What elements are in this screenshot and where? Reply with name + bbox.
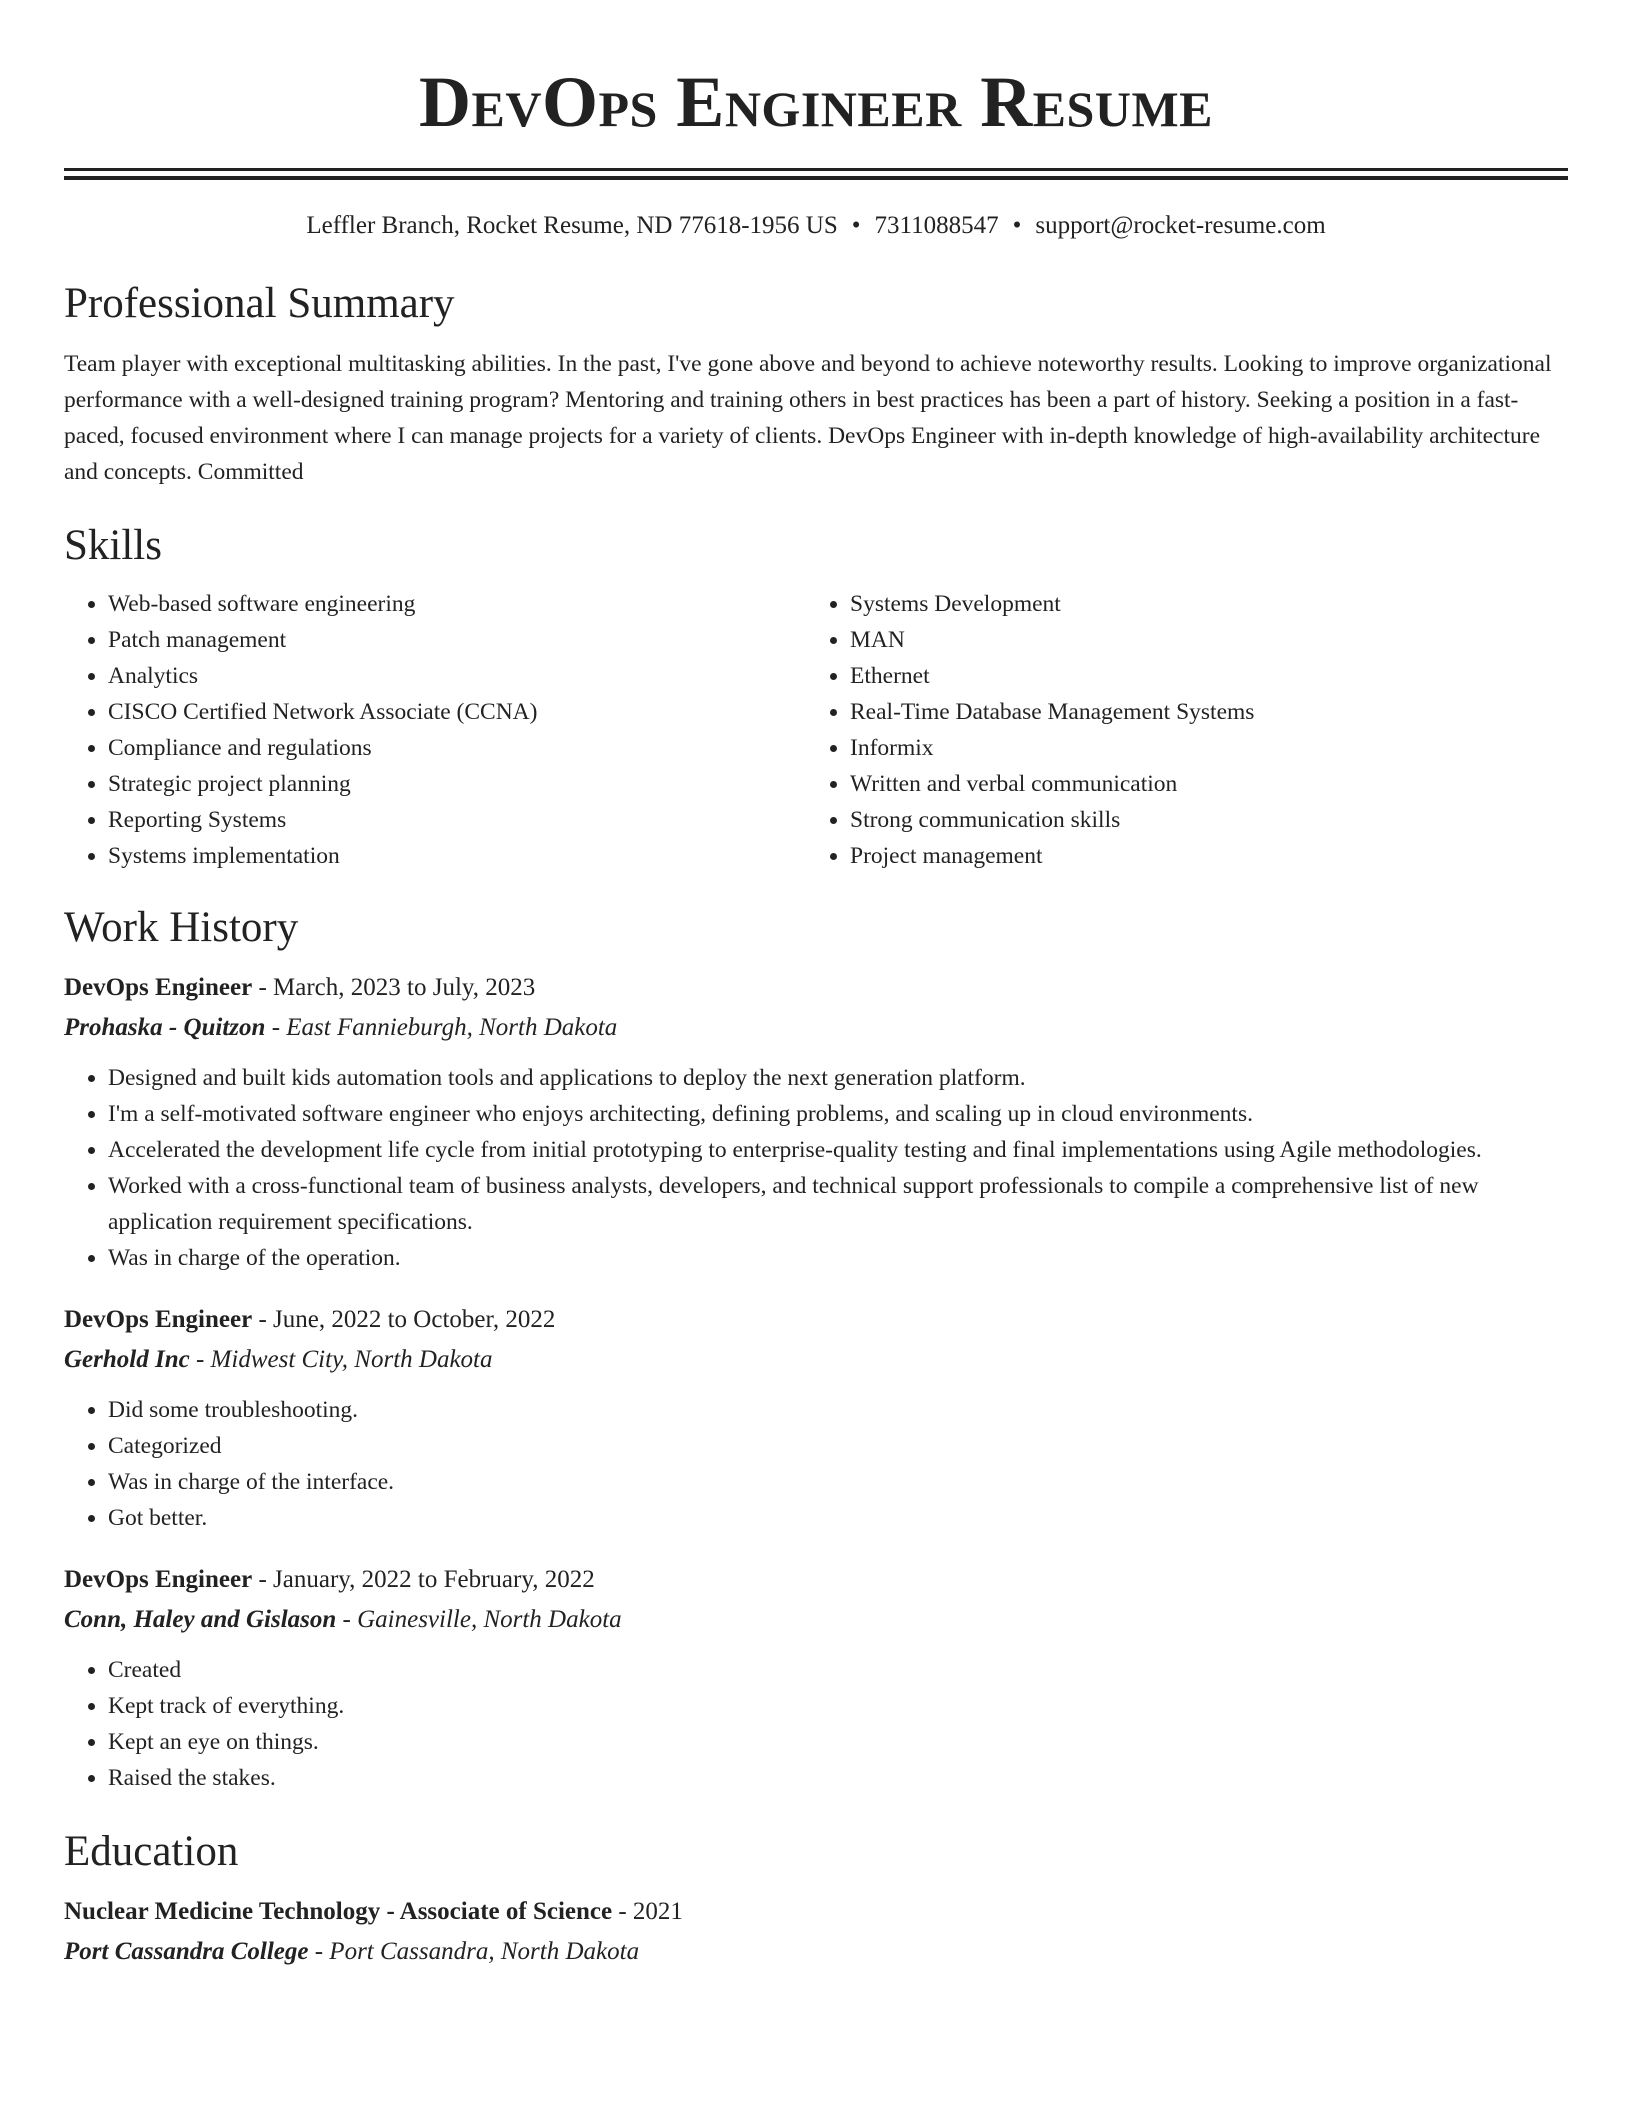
- employer-location: - East Fannieburgh, North Dakota: [265, 1014, 618, 1041]
- job-title: DevOps Engineer: [64, 1566, 253, 1593]
- job-title: DevOps Engineer: [64, 1306, 253, 1333]
- contact-address: Leffler Branch, Rocket Resume, ND 77618-1956 US: [306, 212, 838, 239]
- contact-phone: 7311088547: [874, 212, 999, 239]
- work-history-heading: Work History: [64, 904, 299, 951]
- job-bullets: [64, 1060, 1568, 1276]
- skill-item: • Systems implementation: [108, 838, 806, 874]
- skill-item: • Analytics: [108, 658, 806, 694]
- job-bullet: • Categorized: [108, 1428, 1568, 1464]
- skill-item: • Strategic project planning: [108, 766, 806, 802]
- job-entry: [64, 1300, 1568, 1536]
- skill-item: • Compliance and regulations: [108, 730, 806, 766]
- employer-line: [64, 1340, 1568, 1380]
- skill-item: • Systems Development: [850, 586, 1548, 622]
- employer-line: [64, 1600, 1568, 1640]
- employer-location: - Midwest City, North Dakota: [189, 1346, 493, 1373]
- contact-separator: •: [851, 212, 861, 239]
- job-title: DevOps Engineer: [64, 974, 253, 1001]
- job-title-line: [64, 1300, 1568, 1340]
- skill-item: • MAN: [850, 622, 1548, 658]
- skill-item: • Strong communication skills: [850, 802, 1548, 838]
- skill-item: • CISCO Certified Network Associate (CCNA): [108, 694, 806, 730]
- degree-year: - 2021: [612, 1898, 683, 1925]
- job-bullet: • Designed and built kids automation tools and applications to deploy the next generation platform.: [108, 1060, 1568, 1096]
- job-dates: - March, 2023 to July, 2023: [252, 974, 536, 1001]
- employer-name: Prohaska - Quitzon: [64, 1014, 266, 1041]
- skills-heading: Skills: [64, 522, 162, 569]
- job-dates: - January, 2022 to February, 2022: [252, 1566, 595, 1593]
- work-history-section: [64, 902, 1568, 1796]
- summary-heading: Professional Summary: [64, 280, 455, 327]
- job-bullet: • Kept an eye on things.: [108, 1724, 1568, 1760]
- job-bullet: • Was in charge of the operation.: [108, 1240, 1568, 1276]
- skill-item: • Reporting Systems: [108, 802, 806, 838]
- job-bullet: • Was in charge of the interface.: [108, 1464, 1568, 1500]
- job-bullet: • I'm a self-motivated software engineer who enjoys architecting, defining problems, and scaling up in cloud environments.: [108, 1096, 1568, 1132]
- job-dates: - June, 2022 to October, 2022: [252, 1306, 556, 1333]
- contact-separator: •: [1012, 212, 1022, 239]
- employer-line: [64, 1008, 1568, 1048]
- education-heading: Education: [64, 1828, 239, 1875]
- skills-columns: [64, 586, 1568, 874]
- degree-line: [64, 1892, 1568, 1932]
- job-bullet: • Worked with a cross-functional team of business analysts, developers, and technical support professionals to compile a comprehensive list of new application requirement specifications.: [108, 1168, 1568, 1240]
- skill-item: • Ethernet: [850, 658, 1548, 694]
- skill-item: • Written and verbal communication: [850, 766, 1548, 802]
- skills-list-left: [64, 586, 806, 874]
- job-title-line: [64, 1560, 1568, 1600]
- skill-item: • Web-based software engineering: [108, 586, 806, 622]
- skills-list-right: [806, 586, 1548, 874]
- title-divider: [64, 168, 1568, 180]
- skills-section: [64, 520, 1568, 874]
- summary-section: [64, 278, 1568, 490]
- skill-item: • Informix: [850, 730, 1548, 766]
- school-location: - Port Cassandra, North Dakota: [308, 1938, 640, 1965]
- job-entry: [64, 1560, 1568, 1796]
- contact-line: [64, 210, 1568, 242]
- job-bullet: • Raised the stakes.: [108, 1760, 1568, 1796]
- education-section: [64, 1826, 1568, 1972]
- resume-page: [64, 0, 1568, 1972]
- job-bullets: [64, 1392, 1568, 1536]
- job-bullet: • Kept track of everything.: [108, 1688, 1568, 1724]
- skill-item: • Project management: [850, 838, 1548, 874]
- employer-name: Gerhold Inc: [64, 1346, 190, 1373]
- school-name: Port Cassandra College: [64, 1938, 309, 1965]
- contact-email: support@rocket-resume.com: [1035, 212, 1326, 239]
- employer-name: Conn, Haley and Gislason: [64, 1606, 337, 1633]
- job-entry: [64, 968, 1568, 1276]
- job-bullets: [64, 1652, 1568, 1796]
- education-entry: [64, 1892, 1568, 1972]
- skill-item: • Real-Time Database Management Systems: [850, 694, 1548, 730]
- job-bullet: • Got better.: [108, 1500, 1568, 1536]
- job-title-line: [64, 968, 1568, 1008]
- degree-name: Nuclear Medicine Technology - Associate of Science: [64, 1898, 613, 1925]
- school-line: [64, 1932, 1568, 1972]
- job-bullet: • Accelerated the development life cycle from initial prototyping to enterprise-quality testing and final implementations using Agile methodologies.: [108, 1132, 1568, 1168]
- resume-title: DevOps Engineer Resume: [418, 62, 1213, 142]
- job-bullet: • Created: [108, 1652, 1568, 1688]
- summary-text: Team player with exceptional multitasking abilities. In the past, I've gone above and beyond to achieve noteworthy results. Looking to improve organizational performance with a well-designed training program? Mentoring and training others in best practices has been a part of history. Seeking a position in a fast-paced, focused environment where I can manage projects for a variety of clients. DevOps Engineer with in-depth knowledge of high-availability architecture and concepts. Committed: [64, 351, 1552, 485]
- employer-location: - Gainesville, North Dakota: [336, 1606, 622, 1633]
- skill-item: • Patch management: [108, 622, 806, 658]
- job-bullet: • Did some troubleshooting.: [108, 1392, 1568, 1428]
